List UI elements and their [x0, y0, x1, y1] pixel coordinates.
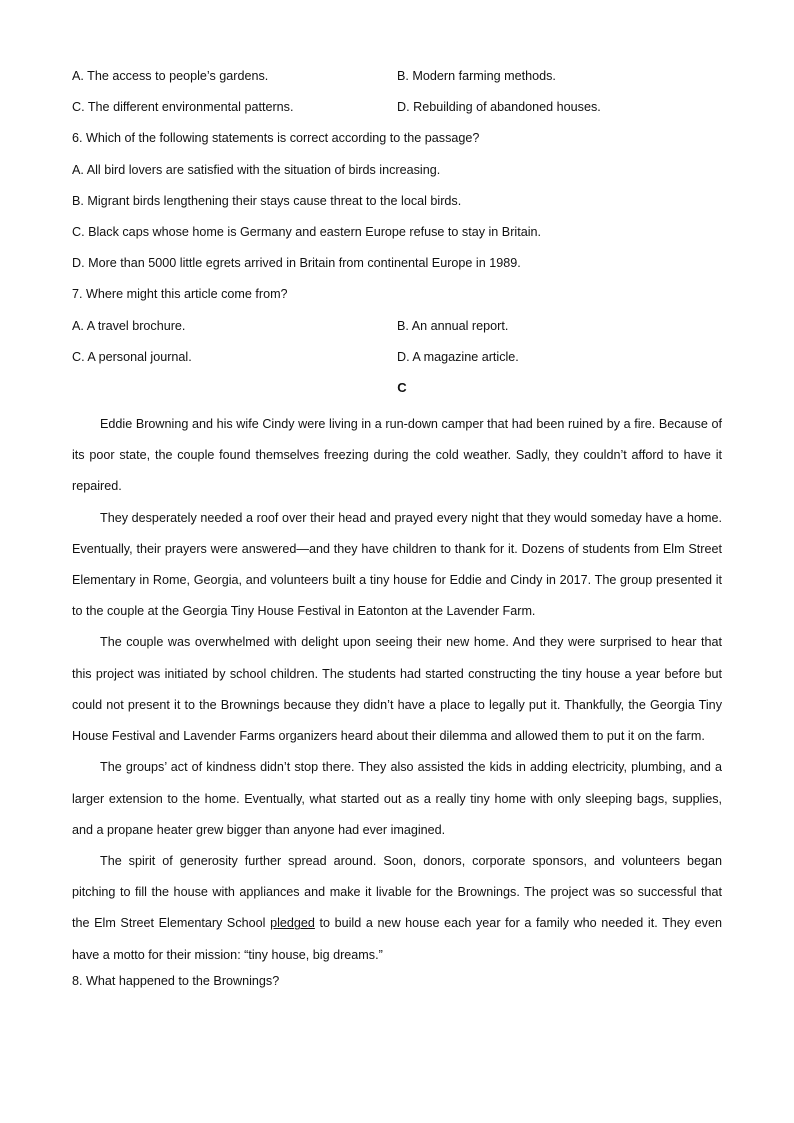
q6-question: 6. Which of the following statements is correct according to the passage?	[72, 131, 480, 146]
underlined-word: pledged	[270, 916, 315, 931]
passage-paragraph-2: They desperately needed a roof over their head and prayed every night that they would someday have a home. Eventually, their prayers were answered—and they have children to thank for it. Dozens of students from Elm Street Elementary in Rome, Georgia, and volunteers built a tiny house for Eddie and Cindy in 2017. The group presented it to the couple at the Georgia Tiny House Festival in Eatonton at the Lavender Farm.	[72, 510, 722, 619]
q7-option-d: D. A magazine article.	[397, 349, 519, 364]
q8-question: 8. What happened to the Brownings?	[72, 973, 280, 988]
q6-option-d: D. More than 5000 little egrets arrived in Britain from continental Europe in 1989.	[72, 256, 521, 271]
q6-option-a: A. All bird lovers are satisfied with the situation of birds increasing.	[72, 162, 441, 177]
paragraph-5-text-start: The spirit of generosity further spread around. Soon, donors, corporate sponsors, and volunteers began pitching to fill the house with appliances and make it livable for the Brownings. The project was so successful that the Elm Street Elementary School	[72, 853, 722, 931]
passage-paragraph-5	[72, 846, 722, 971]
q7-question: 7. Where might this article come from?	[72, 287, 288, 302]
q5-option-a: A. The access to people’s gardens.	[72, 69, 269, 83]
q5-options-row-1	[72, 66, 732, 97]
passage-paragraph-3: The couple was overwhelmed with delight upon seeing their new home. And they were surprised to hear that this project was initiated by school children. The students had started constructing the tiny house a year before but could not present it to the Brownings because they didn’t have a place to legally put it. Thankfully, the Georgia Tiny House Festival and Lavender Farms organizers heard about their dilemma and allowed them to put it on the farm.	[72, 635, 722, 744]
q5-option-c: C. The different environmental patterns.	[72, 100, 294, 115]
q6-option-b: B. Migrant birds lengthening their stays cause threat to the local birds.	[72, 193, 462, 208]
q7-option-a: A. A travel brochure.	[72, 318, 186, 333]
q6-option-c: C. Black caps whose home is Germany and eastern Europe refuse to stay in Britain.	[72, 224, 541, 239]
q5-option-b: B. Modern farming methods.	[397, 69, 556, 83]
q7-options-row-2	[72, 347, 732, 378]
passage-paragraph-1: Eddie Browning and his wife Cindy were living in a run-down camper that had been ruined by a fire. Because of its poor state, the couple found themselves freezing during the cold weather. Sadly, they couldn’t afford to have it repaired.	[72, 417, 722, 494]
q7-option-b: B. An annual report.	[397, 318, 509, 333]
paragraph-5-text-end: to build a new house each year for a family who needed it. They even have a motto for their mission: “tiny house, big dreams.”	[72, 916, 722, 962]
q5-options-row-2	[72, 97, 732, 128]
q7-options-row-1	[72, 316, 732, 347]
worksheet-page	[72, 66, 732, 1002]
q7-option-c: C. A personal journal.	[72, 349, 192, 364]
q5-option-d: D. Rebuilding of abandoned houses.	[397, 100, 601, 115]
passage-paragraph-4: The groups’ act of kindness didn’t stop there. They also assisted the kids in adding electricity, plumbing, and a larger extension to the home. Eventually, what started out as a really tiny home with only sleeping bags, supplies, and a propane heater grew bigger than anyone had ever imagined.	[72, 760, 722, 837]
section-heading: C	[397, 379, 407, 395]
